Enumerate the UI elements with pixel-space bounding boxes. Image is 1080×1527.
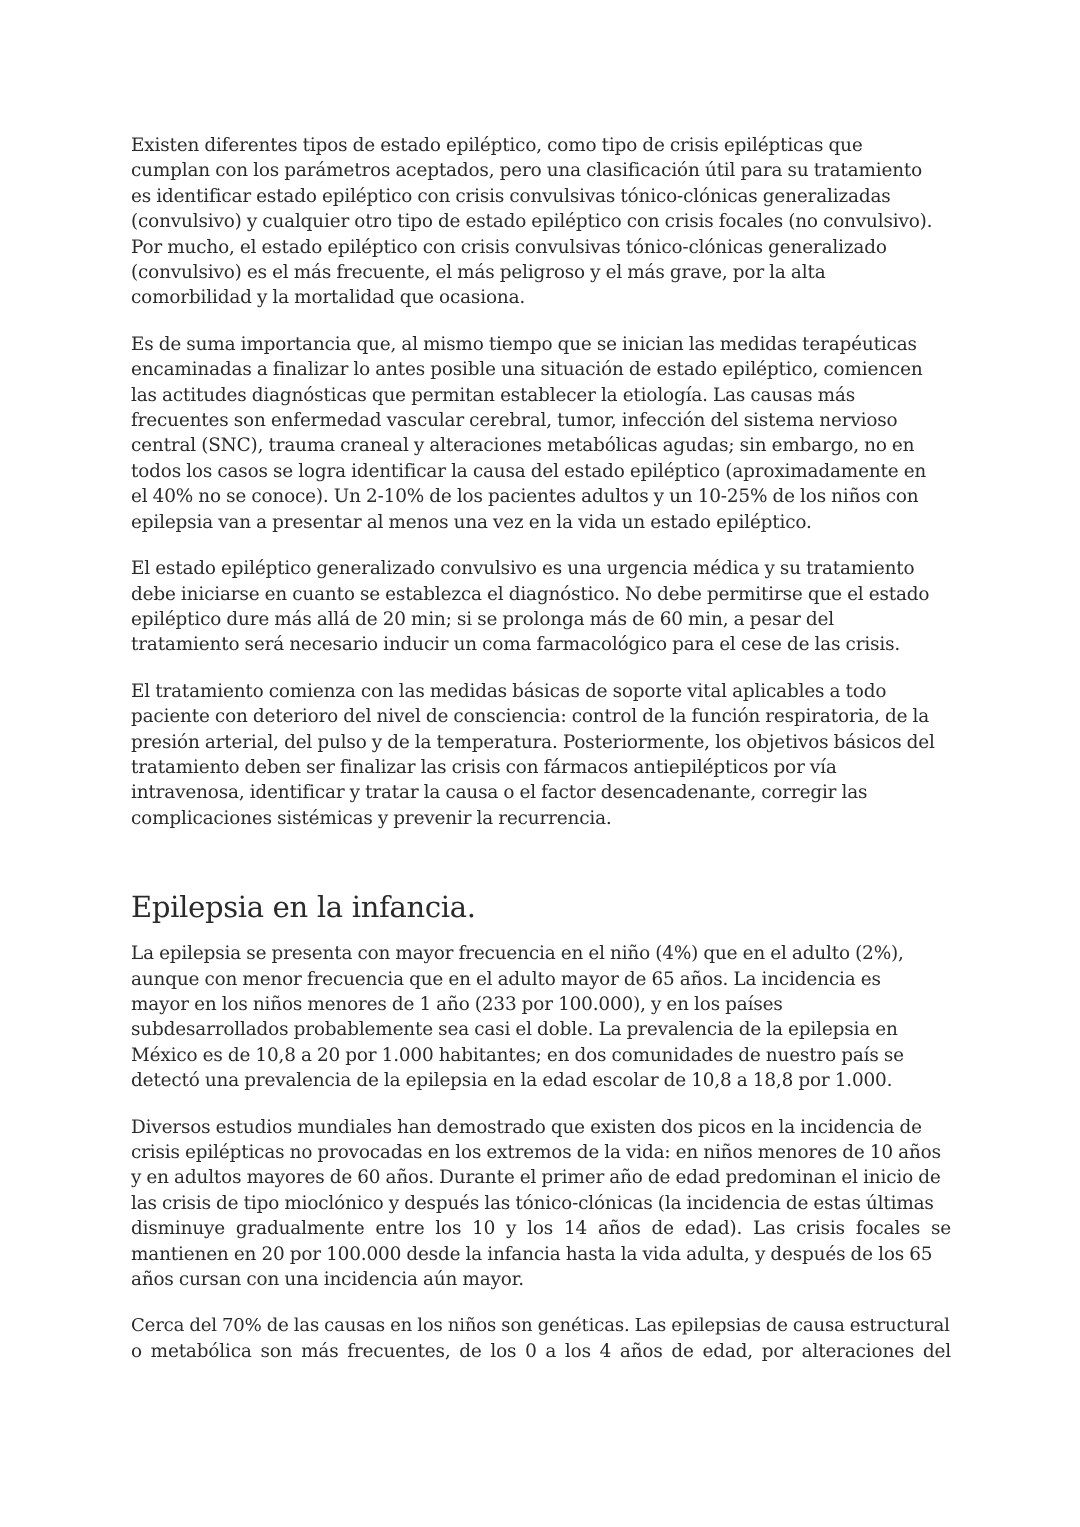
text-line: años cursan con una incidencia aún mayor. (131, 1269, 524, 1291)
text-line: frecuentes son enfermedad vascular cerebral, tumor, infección del sistema nervioso (131, 410, 898, 432)
paragraph-medical-emergency (131, 556, 951, 658)
section-heading: Epilepsia en la infancia. (131, 890, 476, 925)
text-line: todos los casos se logra identificar la causa del estado epiléptico (aproximadamente en (131, 460, 927, 482)
text-line: o metabólica son más frecuentes, de los 0 a los 4 años de edad, por alteraciones del (131, 1340, 951, 1362)
text-line: el 40% no se conoce). Un 2-10% de los pacientes adultos y un 10-25% de los niños con (131, 486, 919, 508)
text-line: La epilepsia se presenta con mayor frecuencia en el niño (4%) que en el adulto (2%), (131, 943, 904, 965)
text-line: encaminadas a finalizar lo antes posible una situación de estado epiléptico, comiencen (131, 359, 923, 381)
section-status-epilepticus (131, 133, 951, 831)
text-line: aunque con menor frecuencia que en el adulto mayor de 65 años. La incidencia es (131, 968, 881, 990)
paragraph-causes (131, 1313, 951, 1364)
text-line: epilepsia van a presentar al menos una vez en la vida un estado epiléptico. (131, 511, 812, 533)
text-line: intravenosa, identificar y tratar la causa o el factor desencadenante, corregir las (131, 782, 868, 804)
text-line: es identificar estado epiléptico con crisis convulsivas tónico-clónicas generalizadas (131, 185, 891, 207)
text-line: las actitudes diagnósticas que permitan establecer la etiología. Las causas más (131, 384, 856, 406)
text-line: mayor en los niños menores de 1 año (233 por 100.000), y en los países (131, 993, 783, 1015)
text-line: central (SNC), trauma craneal y alteraciones metabólicas agudas; sin embargo, no en (131, 435, 915, 457)
text-line: paciente con deterioro del nivel de consciencia: control de la función respiratoria, de la (131, 706, 930, 728)
text-line: Es de suma importancia que, al mismo tiempo que se inician las medidas terapéuticas (131, 333, 917, 355)
text-line: subdesarrollados probablemente sea casi el doble. La prevalencia de la epilepsia en (131, 1019, 898, 1041)
text-line: Diversos estudios mundiales han demostrado que existen dos picos en la incidencia de (131, 1116, 922, 1138)
text-line: las crisis de tipo mioclónico y después las tónico-clónicas (la incidencia de estas últimas (131, 1192, 934, 1214)
paragraph-types-of-status (131, 133, 951, 311)
text-line: disminuye gradualmente entre los 10 y los 14 años de edad). Las crisis focales se (131, 1218, 951, 1240)
page-content (131, 133, 951, 1364)
text-line: epiléptico dure más allá de 20 min; si se prolonga más de 60 min, a pesar del (131, 608, 835, 630)
text-line: tratamiento deben ser finalizar las crisis con fármacos antiepilépticos por vía (131, 756, 837, 778)
text-line: El tratamiento comienza con las medidas básicas de soporte vital aplicables a todo (131, 680, 887, 702)
text-line: debe iniciarse en cuanto se establezca el diagnóstico. No debe permitirse que el estado (131, 583, 930, 605)
paragraph-incidence-peaks (131, 1115, 951, 1293)
paragraph-treatment (131, 679, 951, 831)
text-line: cumplan con los parámetros aceptados, pero una clasificación útil para su tratamiento (131, 160, 923, 182)
text-line: México es de 10,8 a 20 por 1.000 habitantes; en dos comunidades de nuestro país se (131, 1044, 904, 1066)
text-line: tratamiento será necesario inducir un coma farmacológico para el cese de las crisis. (131, 634, 901, 656)
text-line: presión arterial, del pulso y de la temperatura. Posteriormente, los objetivos básicos del (131, 731, 935, 753)
text-line: comorbilidad y la mortalidad que ocasiona. (131, 287, 526, 309)
text-line: El estado epiléptico generalizado convulsivo es una urgencia médica y su tratamiento (131, 558, 915, 580)
section-childhood-epilepsy (131, 889, 951, 1364)
text-line: mantienen en 20 por 100.000 desde la infancia hasta la vida adulta, y después de los 65 (131, 1243, 933, 1265)
paragraph-prevalence (131, 941, 951, 1093)
text-line: Existen diferentes tipos de estado epiléptico, como tipo de crisis epilépticas que (131, 135, 863, 156)
text-line: (convulsivo) es el más frecuente, el más peligroso y el más grave, por la alta (131, 262, 826, 284)
text-line: Cerca del 70% de las causas en los niños son genéticas. Las epilepsias de causa estructural (131, 1315, 950, 1337)
text-line: crisis epilépticas no provocadas en los extremos de la vida: en niños menores de 10 años (131, 1142, 941, 1163)
text-line: detectó una prevalencia de la epilepsia en la edad escolar de 10,8 a 18,8 por 1.000. (131, 1070, 893, 1092)
text-line: Por mucho, el estado epiléptico con crisis convulsivas tónico-clónicas generalizado (131, 236, 887, 258)
text-line: (convulsivo) y cualquier otro tipo de estado epiléptico con crisis focales (no convulsivo). (131, 211, 933, 233)
paragraph-diagnostic-etiology (131, 332, 951, 535)
text-line: complicaciones sistémicas y prevenir la recurrencia. (131, 807, 612, 829)
text-line: y en adultos mayores de 60 años. Durante el primer año de edad predominan el inicio de (131, 1167, 941, 1189)
